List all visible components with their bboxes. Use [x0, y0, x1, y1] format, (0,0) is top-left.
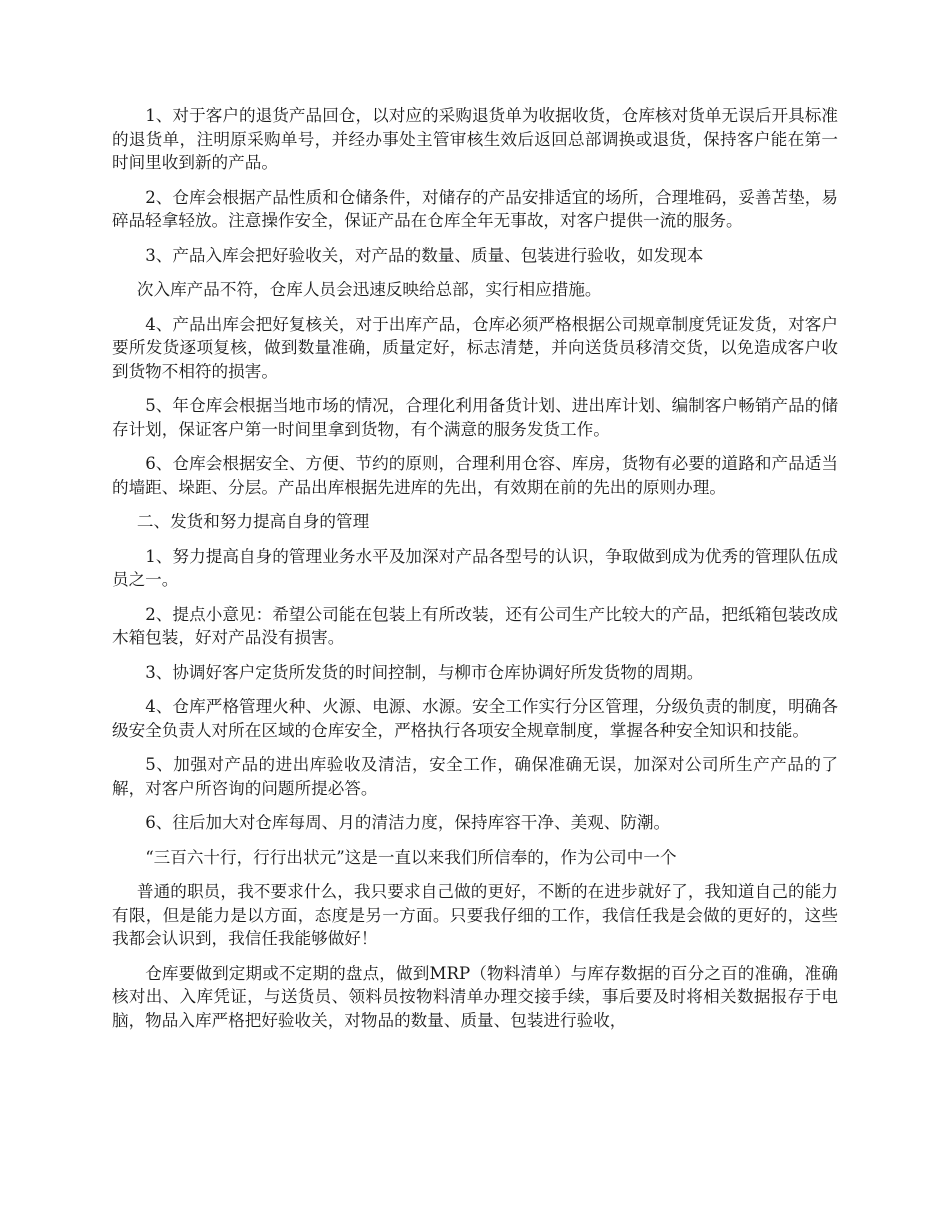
paragraph-personal-goal: 普通的职员，我不要求什么，我只要求自己做的更好，不断的在进步就好了，我知道自己的能力有限，但是能力是以方面，态度是另一方面。只要我仔细的工作，我信任我是会做的更好的，这些我都会认识到，我信任我能够做好！: [112, 882, 838, 948]
paragraph-cleaning-schedule: 6、往后加大对仓库每周、月的清洁力度，保持库容干净、美观、防潮。: [145, 813, 671, 832]
paragraph-fire-safety: 4、仓库严格管理火种、火源、电源、水源。安全工作实行分区管理，分级负责的制度，明确各级安全负责人对所在区域的仓库安全，严格执行各项安全规章制度，掌握各种安全知识和技能。: [112, 697, 838, 740]
paragraph-packaging-suggestion: 2、提点小意见：希望公司能在包装上有所改装，还有公司生产比较大的产品，把纸箱包装改成木箱包装，好对产品没有损害。: [112, 604, 838, 647]
paragraph-warehouse-layout: 6、仓库会根据安全、方便、节约的原则，合理利用仓容、库房，货物有必要的道路和产品适当的墙距、垛距、分层。产品出库根据先进库的先出，有效期在前的先出的原则办理。: [112, 454, 838, 497]
paragraph-motto: “三百六十行，行行出状元”这是一直以来我们所信奉的，作为公司中一个: [145, 847, 677, 867]
document-body: [112, 104, 838, 1043]
paragraph-outbound-check: 4、产品出库会把好复核关，对于出库产品，仓库必须严格根据公司规章制度凭证发货，对客户要所发货逐项复核，做到数量准确，质量定好，标志清楚，并向送货员移清交货，以免造成客户收到货物不相符的损害。: [112, 314, 838, 381]
paragraph-storage-conditions: 2、仓库会根据产品性质和仓储条件，对储存的产品安排适宜的场所，合理堆码，妥善苫垫，易碎品轻拿轻放。注意操作安全，保证产品在仓库全年无事故，对客户提供一流的服务。: [112, 187, 838, 230]
paragraph-self-improvement: 1、努力提高自身的管理业务水平及加深对产品各型号的认识，争取做到成为优秀的管理队伍成员之一。: [112, 546, 838, 589]
paragraph-stock-planning: 5、年仓库会根据当地市场的情况，合理化利用备货计划、进出库计划、编制客户畅销产品的储存计划，保证客户第一时间里拿到货物，有个满意的服务发货工作。: [112, 396, 838, 439]
paragraph-inbound-inspection-cont: 次入库产品不符，仓库人员会迅速反映给总部，实行相应措施。: [136, 280, 602, 299]
paragraph-delivery-timing: 3、协调好客户定货所发货的时间控制，与柳市仓库协调好所发货物的周期。: [145, 662, 704, 682]
paragraph-cleaning-safety: 5、加强对产品的进出库验收及清洁，安全工作，确保准确无误，加深对公司所生产产品的了解，对客户所咨询的问题所提必答。: [112, 755, 838, 798]
paragraph-return-goods: 1、对于客户的退货产品回仓，以对应的采购退货单为收据收货，仓库核对货单无误后开具标准的退货单，注明原采购单号，并经办事处主管审核生效后返回总部调换或退货，保持客户能在第一时间里收到新的产品。: [112, 106, 838, 172]
paragraph-inventory-count: 仓库要做到定期或不定期的盘点，做到MRP（物料清单）与库存数据的百分之百的准确，准确核对出、入库凭证，与送货员、领料员按物料清单办理交接手续，事后要及时将相关数据报存于电脑，物品入库严格把好验收关，对物品的数量、质量、包装进行验收，: [112, 963, 838, 1030]
section-heading-shipping: 二、发货和努力提高自身的管理: [136, 512, 370, 531]
paragraph-inbound-inspection: 3、产品入库会把好验收关，对产品的数量、质量、包装进行验收，如发现本: [145, 245, 704, 265]
